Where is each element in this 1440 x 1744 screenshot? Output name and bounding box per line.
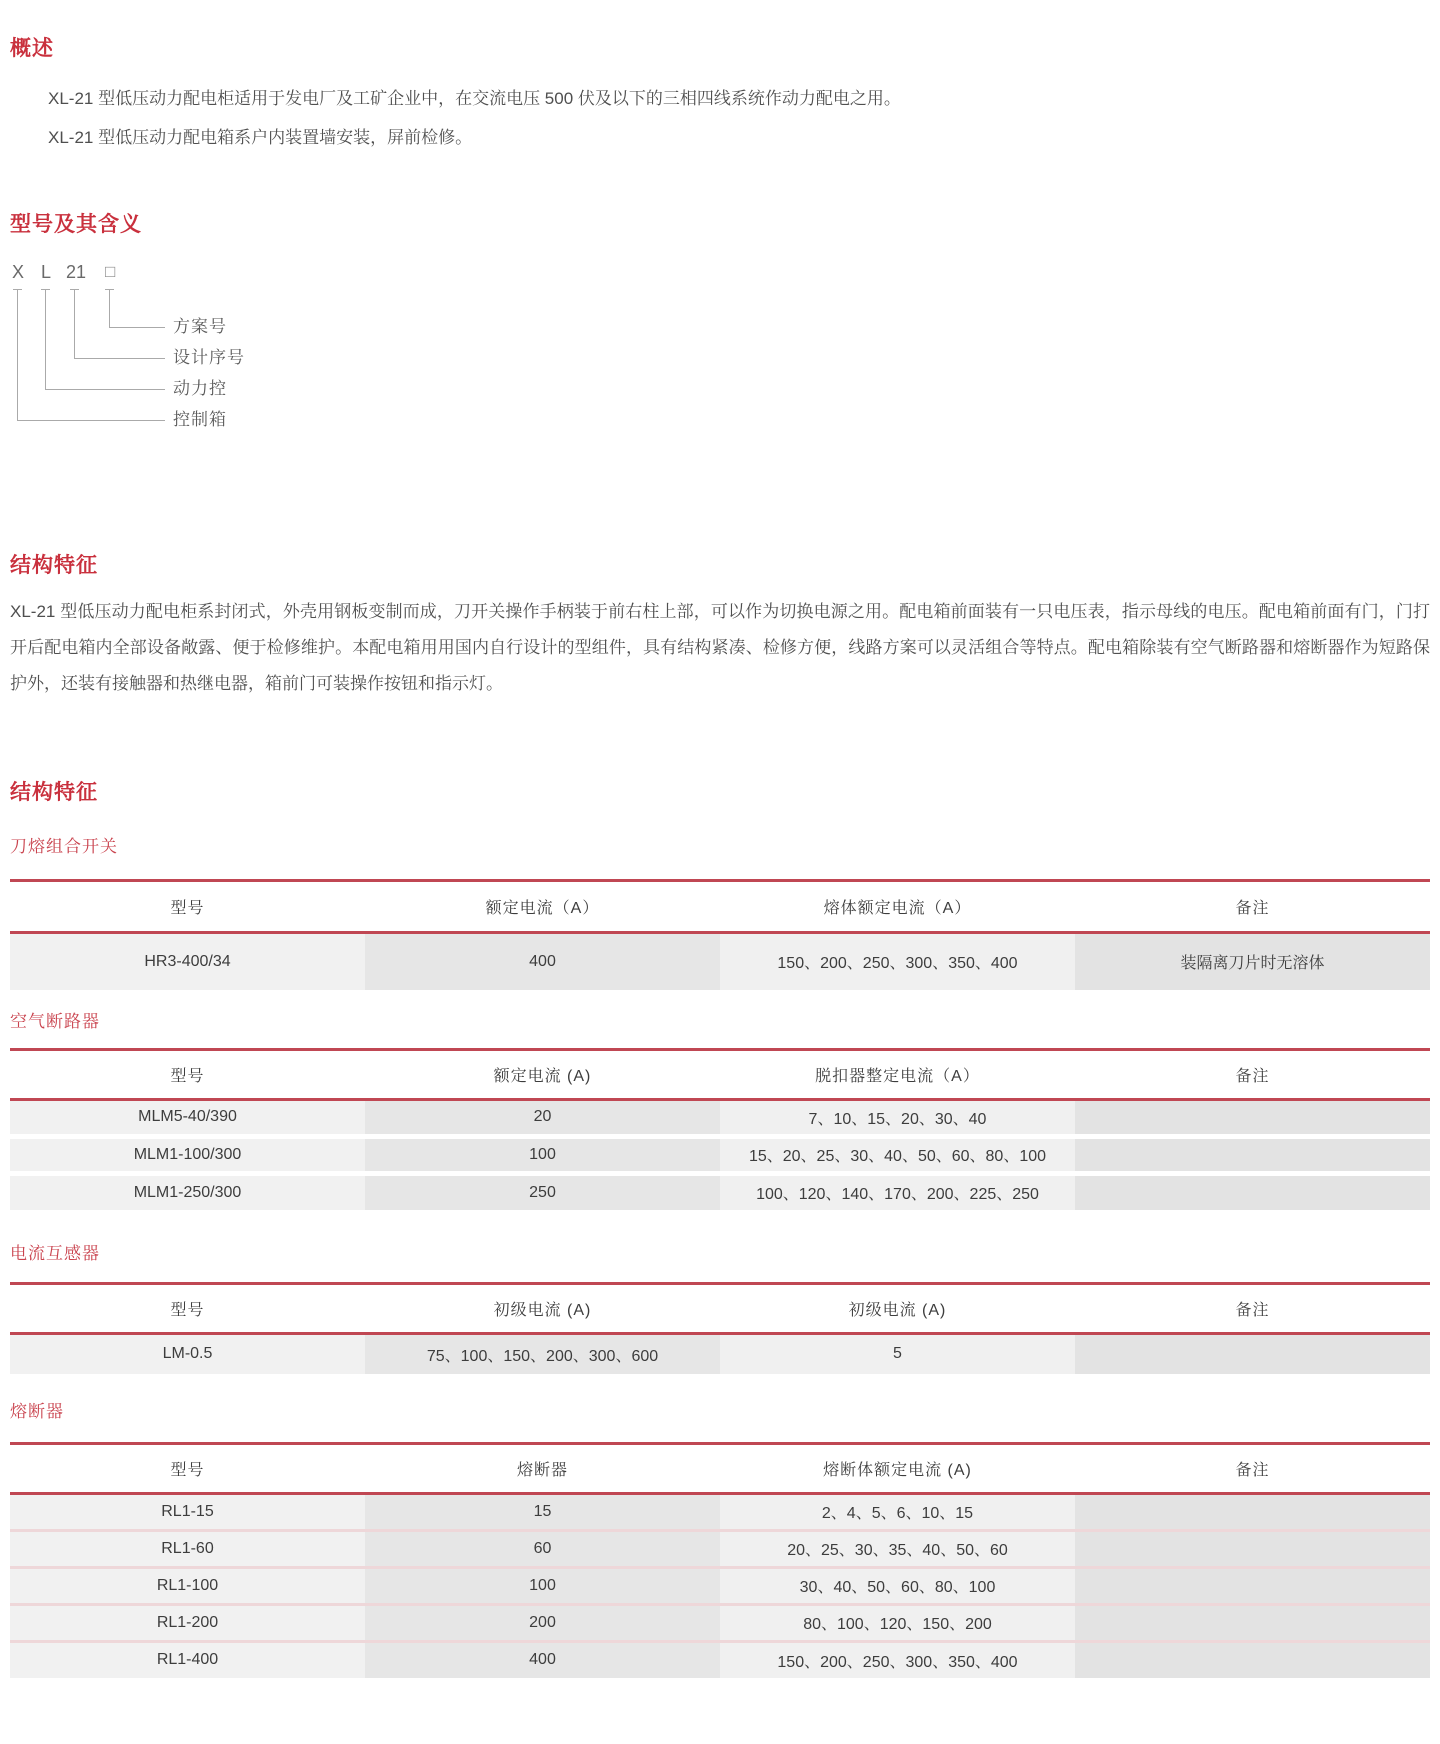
overview-heading: 概述 <box>10 37 54 60</box>
column-header: 备注 <box>1075 1284 1430 1334</box>
connector-line <box>17 420 165 421</box>
table-row <box>10 1099 1430 1136</box>
table-cell: RL1-60 <box>10 1530 365 1567</box>
component-section <box>10 837 1430 990</box>
table-cell: 100 <box>365 1136 720 1173</box>
column-header: 熔断器 <box>365 1443 720 1493</box>
table-row <box>10 933 1430 990</box>
column-header: 备注 <box>1075 1443 1430 1493</box>
table-row <box>10 1493 1430 1530</box>
connector-line <box>45 389 165 390</box>
model-code-part: 21 <box>66 262 87 282</box>
column-header: 脱扣器整定电流（A） <box>720 1049 1075 1099</box>
column-header: 型号 <box>10 881 365 933</box>
component-section <box>10 1012 1430 1211</box>
component-sections <box>10 837 1430 1678</box>
diagram-label-control: 控制箱 <box>173 410 227 429</box>
table-cell: 2、4、5、6、10、15 <box>720 1493 1075 1530</box>
table-cell: 5 <box>720 1334 1075 1374</box>
table-cell: RL1-200 <box>10 1604 365 1641</box>
table-cell: 200 <box>365 1604 720 1641</box>
diagram-label-power: 动力控 <box>173 379 227 398</box>
structure-features-paragraph: XL-21 型低压动力配电柜系封闭式，外壳用钢板变制而成，刀开关操作手柄装于前右柱上部，可以作为切换电源之用。配电箱前面装有一只电压表，指示母线的电压。配电箱前面有门，门打开后配电箱内全部设备敞露、便于检修维护。本配电箱用用国内自行设计的型组件，具有结构紧凑、检修方便，线路方案可以灵活组合等特点。配电箱除装有空气断路器和熔断器作为短路保护外，还装有接触器和热继电器，箱前门可装操作按钮和指示灯。 <box>10 602 1430 693</box>
component-section <box>10 1244 1430 1374</box>
column-header: 型号 <box>10 1443 365 1493</box>
connector-line <box>17 289 18 420</box>
table-row <box>10 1173 1430 1210</box>
table-cell <box>1075 1334 1430 1374</box>
table-cell: RL1-400 <box>10 1641 365 1678</box>
table-cell <box>1075 1136 1430 1173</box>
table-row <box>10 1136 1430 1173</box>
model-meaning-heading: 型号及其含义 <box>10 213 142 236</box>
overview-paragraph: XL-21 型低压动力配电柜适用于发电厂及工矿企业中，在交流电压 500 伏及以下的三相四线系统作动力配电之用。 <box>48 89 901 108</box>
overview-paragraph: XL-21 型低压动力配电箱系户内装置墙安装，屏前检修。 <box>48 128 473 147</box>
table-cell: 150、200、250、300、350、400 <box>720 933 1075 990</box>
table-row <box>10 1567 1430 1604</box>
table-cell <box>1075 1604 1430 1641</box>
spec-table <box>10 1282 1430 1374</box>
table-cell <box>1075 1530 1430 1567</box>
column-header: 熔断体额定电流 (A) <box>720 1443 1075 1493</box>
section-subtitle: 电流互感器 <box>10 1244 100 1263</box>
table-cell <box>1075 1173 1430 1210</box>
table-cell: MLM1-250/300 <box>10 1173 365 1210</box>
table-cell: MLM1-100/300 <box>10 1136 365 1173</box>
table-row <box>10 1530 1430 1567</box>
column-header: 备注 <box>1075 881 1430 933</box>
table-cell: 400 <box>365 1641 720 1678</box>
table-cell <box>1075 1493 1430 1530</box>
connector-line <box>74 289 75 358</box>
table-cell <box>1075 1641 1430 1678</box>
column-header: 型号 <box>10 1284 365 1334</box>
table-cell: 20、25、30、35、40、50、60 <box>720 1530 1075 1567</box>
table-cell: 250 <box>365 1173 720 1210</box>
model-code-diagram <box>10 261 1430 441</box>
table-cell: 100 <box>365 1567 720 1604</box>
spec-table <box>10 1048 1430 1211</box>
table-cell: 75、100、150、200、300、600 <box>365 1334 720 1374</box>
table-cell: 150、200、250、300、350、400 <box>720 1641 1075 1678</box>
table-cell: HR3-400/34 <box>10 933 365 990</box>
model-code-placeholder: □ <box>105 262 116 281</box>
table-cell: 装隔离刀片时无溶体 <box>1075 933 1430 990</box>
table-header-row <box>10 1049 1430 1099</box>
column-header: 初级电流 (A) <box>720 1284 1075 1334</box>
table-header-row <box>10 881 1430 933</box>
section-subtitle: 空气断路器 <box>10 1011 100 1031</box>
table-cell: 15、20、25、30、40、50、60、80、100 <box>720 1136 1075 1173</box>
table-header-row <box>10 1443 1430 1493</box>
table-row <box>10 1334 1430 1374</box>
section-subtitle: 熔断器 <box>10 1401 64 1421</box>
model-code-part: X <box>12 262 25 282</box>
spec-table <box>10 879 1430 990</box>
spec-table <box>10 1442 1430 1679</box>
table-header-row <box>10 1284 1430 1334</box>
component-section <box>10 1402 1430 1679</box>
table-cell: 20 <box>365 1099 720 1136</box>
table-cell: 15 <box>365 1493 720 1530</box>
model-code-part: L <box>41 262 52 282</box>
table-cell: 400 <box>365 933 720 990</box>
diagram-label-scheme: 方案号 <box>173 317 227 336</box>
table-cell: LM-0.5 <box>10 1334 365 1374</box>
diagram-label-design: 设计序号 <box>173 348 245 367</box>
connector-line <box>109 289 110 327</box>
connector-line <box>109 327 165 328</box>
table-cell: 7、10、15、20、30、40 <box>720 1099 1075 1136</box>
structure-features-heading: 结构特征 <box>10 554 98 577</box>
table-row <box>10 1641 1430 1678</box>
table-cell: 60 <box>365 1530 720 1567</box>
table-cell: RL1-100 <box>10 1567 365 1604</box>
table-row <box>10 1604 1430 1641</box>
component-tables-heading: 结构特征 <box>10 781 98 804</box>
section-subtitle: 刀熔组合开关 <box>10 837 118 856</box>
connector-line <box>74 358 165 359</box>
table-cell <box>1075 1567 1430 1604</box>
table-cell: MLM5-40/390 <box>10 1099 365 1136</box>
column-header: 初级电流 (A) <box>365 1284 720 1334</box>
table-cell <box>1075 1099 1430 1136</box>
table-cell: 30、40、50、60、80、100 <box>720 1567 1075 1604</box>
table-cell: 80、100、120、150、200 <box>720 1604 1075 1641</box>
connector-line <box>45 289 46 389</box>
column-header: 型号 <box>10 1049 365 1099</box>
table-cell: RL1-15 <box>10 1493 365 1530</box>
column-header: 备注 <box>1075 1049 1430 1099</box>
table-cell: 100、120、140、170、200、225、250 <box>720 1173 1075 1210</box>
column-header: 额定电流（A） <box>365 881 720 933</box>
column-header: 熔体额定电流（A） <box>720 881 1075 933</box>
column-header: 额定电流 (A) <box>365 1049 720 1099</box>
